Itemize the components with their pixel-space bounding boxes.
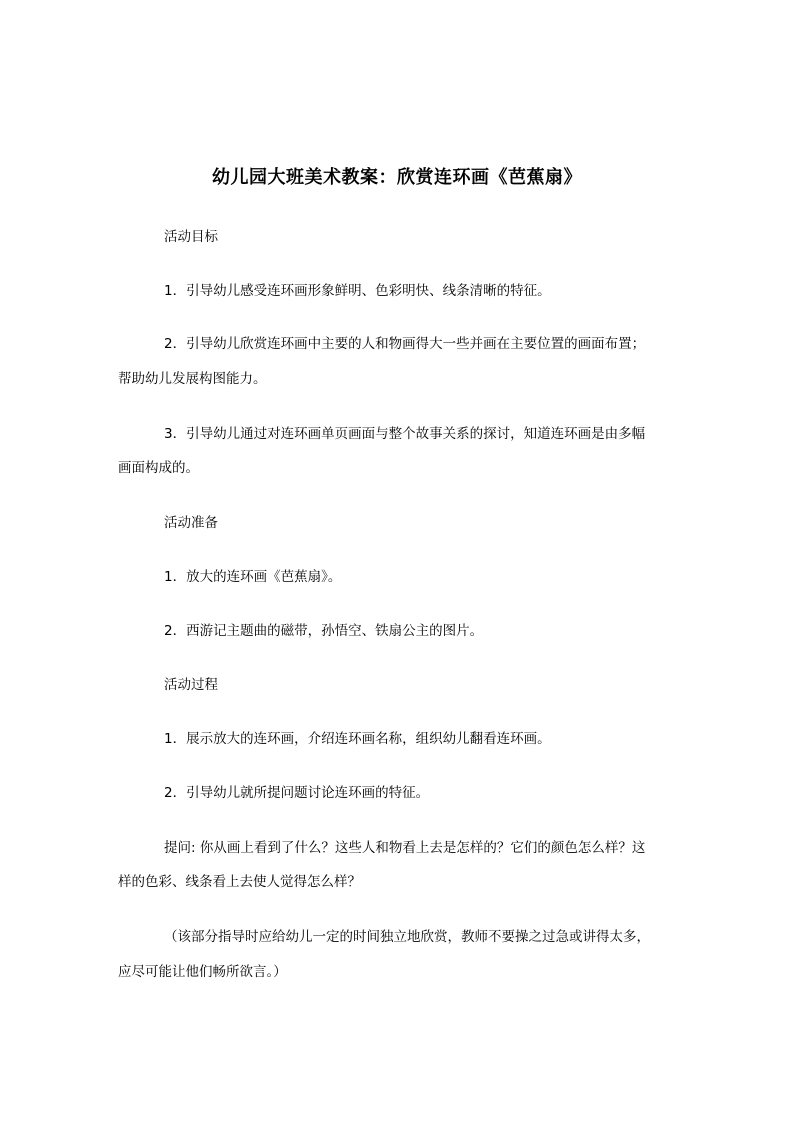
goal-item-1: 1．引导幼儿感受连环画形象鲜明、色彩明快、线条清晰的特征。 bbox=[164, 283, 551, 299]
question-line-1: 提问: 你从画上看到了什么？这些人和物看上去是怎样的？它们的颜色怎么样？这 bbox=[164, 840, 646, 856]
process-item-1: 1．展示放大的连环画，介绍连环画名称，组织幼儿翻看连环画。 bbox=[164, 731, 551, 747]
question-line-2: 样的色彩、线条看上去使人觉得怎么样？ bbox=[118, 874, 361, 890]
prep-heading: 活动准备 bbox=[164, 515, 218, 531]
note-line-1: （该部分指导时应给幼儿一定的时间独立地欣赏，教师不要操之过急或讲得太多， bbox=[164, 929, 650, 945]
process-heading: 活动过程 bbox=[164, 677, 218, 693]
prep-item-1: 1．放大的连环画《芭蕉扇》。 bbox=[164, 569, 342, 585]
prep-item-2: 2．西游记主题曲的磁带，孙悟空、铁扇公主的图片。 bbox=[164, 623, 484, 639]
goal-item-3-line-2: 画面构成的。 bbox=[118, 460, 199, 476]
goal-item-3-line-1: 3．引导幼儿通过对连环画单页画面与整个故事关系的探讨，知道连环画是由多幅 bbox=[164, 426, 646, 442]
process-item-2: 2．引导幼儿就所提问题讨论连环画的特征。 bbox=[164, 785, 430, 801]
goal-item-2-line-2: 帮助幼儿发展构图能力。 bbox=[118, 371, 267, 387]
goals-heading: 活动目标 bbox=[164, 229, 218, 245]
goal-item-2-line-1: 2．引导幼儿欣赏连环画中主要的人和物画得大一些并画在主要位置的画面布置； bbox=[164, 336, 646, 352]
document-title: 幼儿园大班美术教案：欣赏连环画《芭蕉扇》 bbox=[212, 167, 582, 188]
note-line-2: 应尽可能让他们畅所欲言。） bbox=[118, 964, 287, 980]
